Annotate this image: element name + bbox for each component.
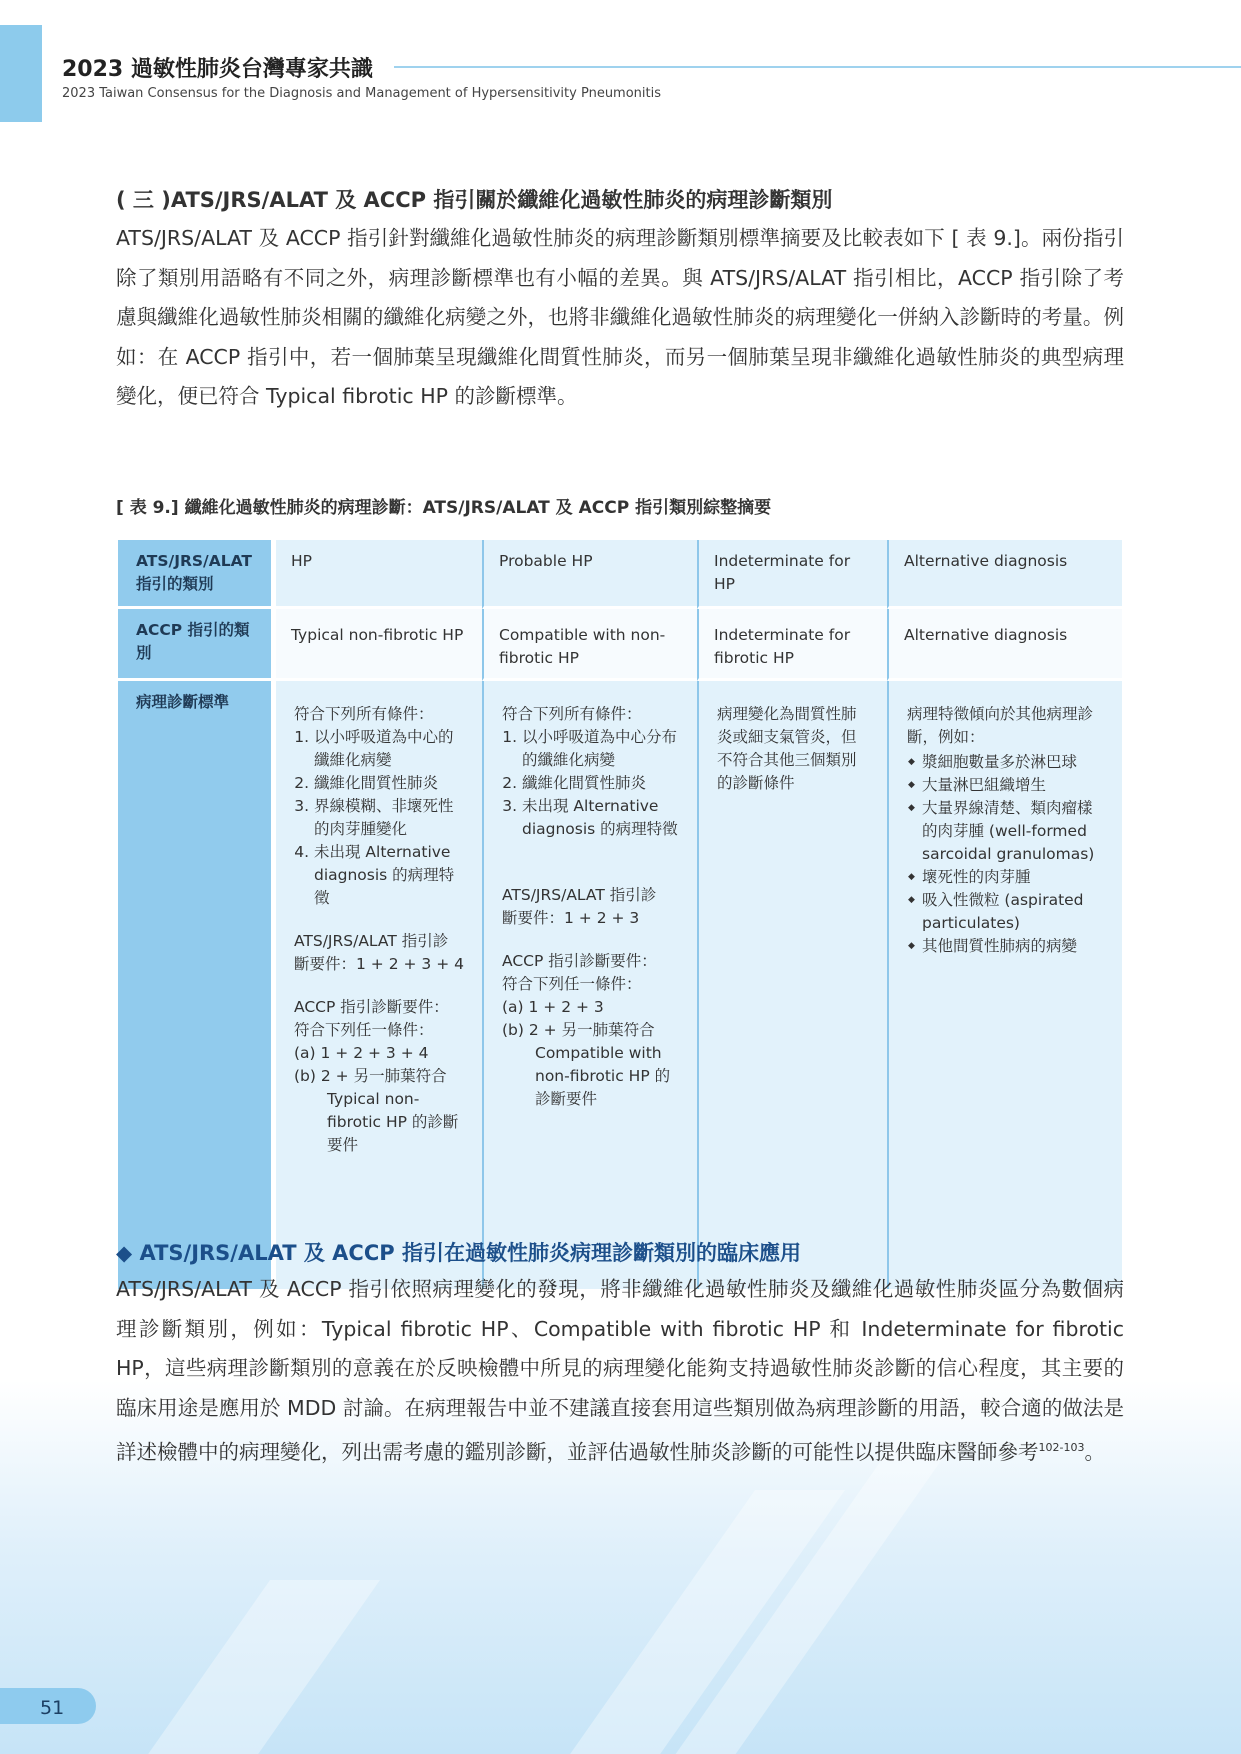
list-item: ◆ 其他間質性肺病的病變 (907, 935, 1104, 958)
section-paragraph: ATS/JRS/ALAT 及 ACCP 指引針對纖維化過敏性肺炎的病理診斷類別標準摘要及比較表如下 [ 表 9.]。兩份指引除了類別用語略有不同之外，病理診斷標準也有小幅的差異。與 ATS/JRS/ALAT 指引相比，ACCP 指引除了考慮與纖維化過敏性肺炎相關的纖維化病變之外，也將非纖維化過敏性肺炎的病理變化一併納入診斷時的考量。例如：在 ACCP 指引中，若一個肺葉呈現纖維化間質性肺炎，而另一個肺葉呈現非纖維化過敏性肺炎的典型病理變化，便已符合 Typical fibrotic HP 的診斷標準。 (116, 226, 1124, 408)
clinical-heading: ◆ ATS/JRS/ALAT 及 ACCP 指引在過敏性肺炎病理診斷類別的臨床應用 (116, 1241, 801, 1265)
accp-requirement-title: ACCP 指引診斷要件： (294, 998, 449, 1016)
list-item: ◆ 吸入性微粒 (aspirated particulates) (907, 889, 1104, 935)
accp-requirement-list (294, 1042, 464, 1157)
ats-requirement: ATS/JRS/ALAT 指引診 斷要件：1 + 2 + 3 + 4 (294, 932, 464, 973)
alternative-list (907, 751, 1104, 958)
list-item: 3. 未出現 Alternative diagnosis 的病理特徵 (522, 795, 679, 841)
list-item: ◆ 壞死性的肉芽腫 (907, 866, 1104, 889)
ats-category-hp: HP (276, 540, 482, 609)
list-item: (a) 1 + 2 + 3 + 4 (294, 1044, 429, 1062)
ats-category-probable: Probable HP (482, 540, 697, 609)
criteria-table (118, 540, 1122, 1289)
accp-requirement-title: ACCP 指引診斷要件： (502, 952, 657, 970)
table-row-criteria (118, 681, 1122, 1289)
document-title: 2023 過敏性肺炎台灣專家共識 (62, 57, 373, 82)
table-caption: [ 表 9.] 纖維化過敏性肺炎的病理診斷：ATS/JRS/ALAT 及 ACCP 指引類別綜整摘要 (116, 498, 772, 518)
criteria-hp-list (294, 726, 464, 910)
list-item: 3. 界線模糊、非壞死性的肉芽腫變化 (314, 795, 464, 841)
section-heading: ( 三 )ATS/JRS/ALAT 及 ACCP 指引關於纖維化過敏性肺炎的病理診斷類別 (116, 188, 833, 212)
list-item: 2. 纖維化間質性肺炎 (314, 772, 464, 795)
ats-category-indeterminate: Indeterminate for HP (697, 540, 887, 609)
criteria-probable-list (502, 726, 679, 841)
criteria-alternative: 病理特徵傾向於其他病理診斷，例如： ◆ 漿細胞數量多於淋巴球 ◆ 大量淋巴組織增生 ◆ 大量界線清楚、類肉瘤樣的肉芽腫 (well-formed sarcoidal granulomas) ◆ 壞死性的肉芽腫 ◆ 吸入性微粒 (aspirated particulates) ◆ 其他間質性肺病的病變 (887, 681, 1122, 1289)
list-item: ◆ 大量淋巴組織增生 (907, 774, 1104, 797)
ats-requirement: ATS/JRS/ALAT 指引診 斷要件：1 + 2 + 3 (502, 886, 657, 927)
accp-category-indeterminate: Indeterminate for fibrotic HP (697, 609, 887, 681)
row-header-ats: ATS/JRS/ALAT 指引的類別 (118, 540, 276, 609)
document-subtitle: 2023 Taiwan Consensus for the Diagnosis and Management of Hypersensitivity Pneumonitis (62, 86, 662, 101)
list-item: 1. 以小呼吸道為中心的纖維化病變 (314, 726, 464, 772)
accp-requirement-list (502, 996, 679, 1111)
reference-superscript: 102-103 (1038, 1441, 1085, 1454)
criteria-hp: 符合下列所有條件： 1. 以小呼吸道為中心的纖維化病變 2. 纖維化間質性肺炎 3. 界線模糊、非壞死性的肉芽腫變化 4. 未出現 Alternative diagnosis 的病理特徵 ATS/JRS/ALAT 指引診 斷要件：1 + 2 + 3 + 4 ACCP 指引診斷要件： 符合下列任一條件： (a) 1 + 2 + 3 + 4 (b) 2 + 另一肺葉符合 Typical non-fibrotic HP 的診斷要件 (276, 681, 482, 1289)
accp-category-typical: Typical non-fibrotic HP (276, 609, 482, 681)
accp-category-alternative: Alternative diagnosis (887, 609, 1122, 681)
page-number: 51 (40, 1697, 65, 1719)
criteria-probable: 符合下列所有條件： 1. 以小呼吸道為中心分布的纖維化病變 2. 纖維化間質性肺炎 3. 未出現 Alternative diagnosis 的病理特徵 ATS/JRS/ALAT 指引診 斷要件：1 + 2 + 3 ACCP 指引診斷要件： 符合下列任一條件： (a) 1 + 2 + 3 (b) 2 + 另一肺葉符合 Compatible with non-fibrotic HP 的診斷要件 (482, 681, 697, 1289)
row-header-criteria: 病理診斷標準 (118, 681, 276, 1289)
list-item: (b) 2 + 另一肺葉符合 Compatible with non-fibrotic HP 的診斷要件 (502, 1021, 671, 1108)
list-item: 4. 未出現 Alternative diagnosis 的病理特徵 (314, 841, 464, 910)
header-side-block (0, 25, 42, 122)
list-item: 1. 以小呼吸道為中心分布的纖維化病變 (522, 726, 679, 772)
list-item: 2. 纖維化間質性肺炎 (522, 772, 679, 795)
criteria-indeterminate: 病理變化為間質性肺炎或細支氣管炎，但不符合其他三個類別的診斷條件 (697, 681, 887, 1289)
accp-category-compatible: Compatible with non-fibrotic HP (482, 609, 697, 681)
table-row-ats (118, 540, 1122, 609)
ats-category-alternative: Alternative diagnosis (887, 540, 1122, 609)
table-row-accp (118, 609, 1122, 681)
list-item: ◆ 大量界線清楚、類肉瘤樣的肉芽腫 (well-formed sarcoidal granulomas) (907, 797, 1104, 866)
header-rule (394, 66, 1241, 68)
row-header-accp: ACCP 指引的類別 (118, 609, 276, 681)
list-item: (a) 1 + 2 + 3 (502, 998, 604, 1016)
clinical-paragraph: ATS/JRS/ALAT 及 ACCP 指引依照病理變化的發現，將非纖維化過敏性肺炎及纖維化過敏性肺炎區分為數個病理診斷類別，例如：Typical fibrotic HP、Compatible with fibrotic HP 和 Indeterminate for fibrotic HP，這些病理診斷類別的意義在於反映檢體中所見的病理變化能夠支持過敏性肺炎診斷的信心程度，其主要的臨床用途是應用於 MDD 討論。在病理報告中並不建議直接套用這些類別做為病理診斷的用語，較合適的做法是詳述檢體中的病理變化，列出需考慮的鑑別診斷，並評估過敏性肺炎診斷的可能性以提供臨床醫師參考$^{102-103}$。 (116, 1277, 1124, 1464)
list-item: ◆ 漿細胞數量多於淋巴球 (907, 751, 1104, 774)
list-item: (b) 2 + 另一肺葉符合 Typical non-fibrotic HP 的診斷要件 (294, 1067, 459, 1154)
